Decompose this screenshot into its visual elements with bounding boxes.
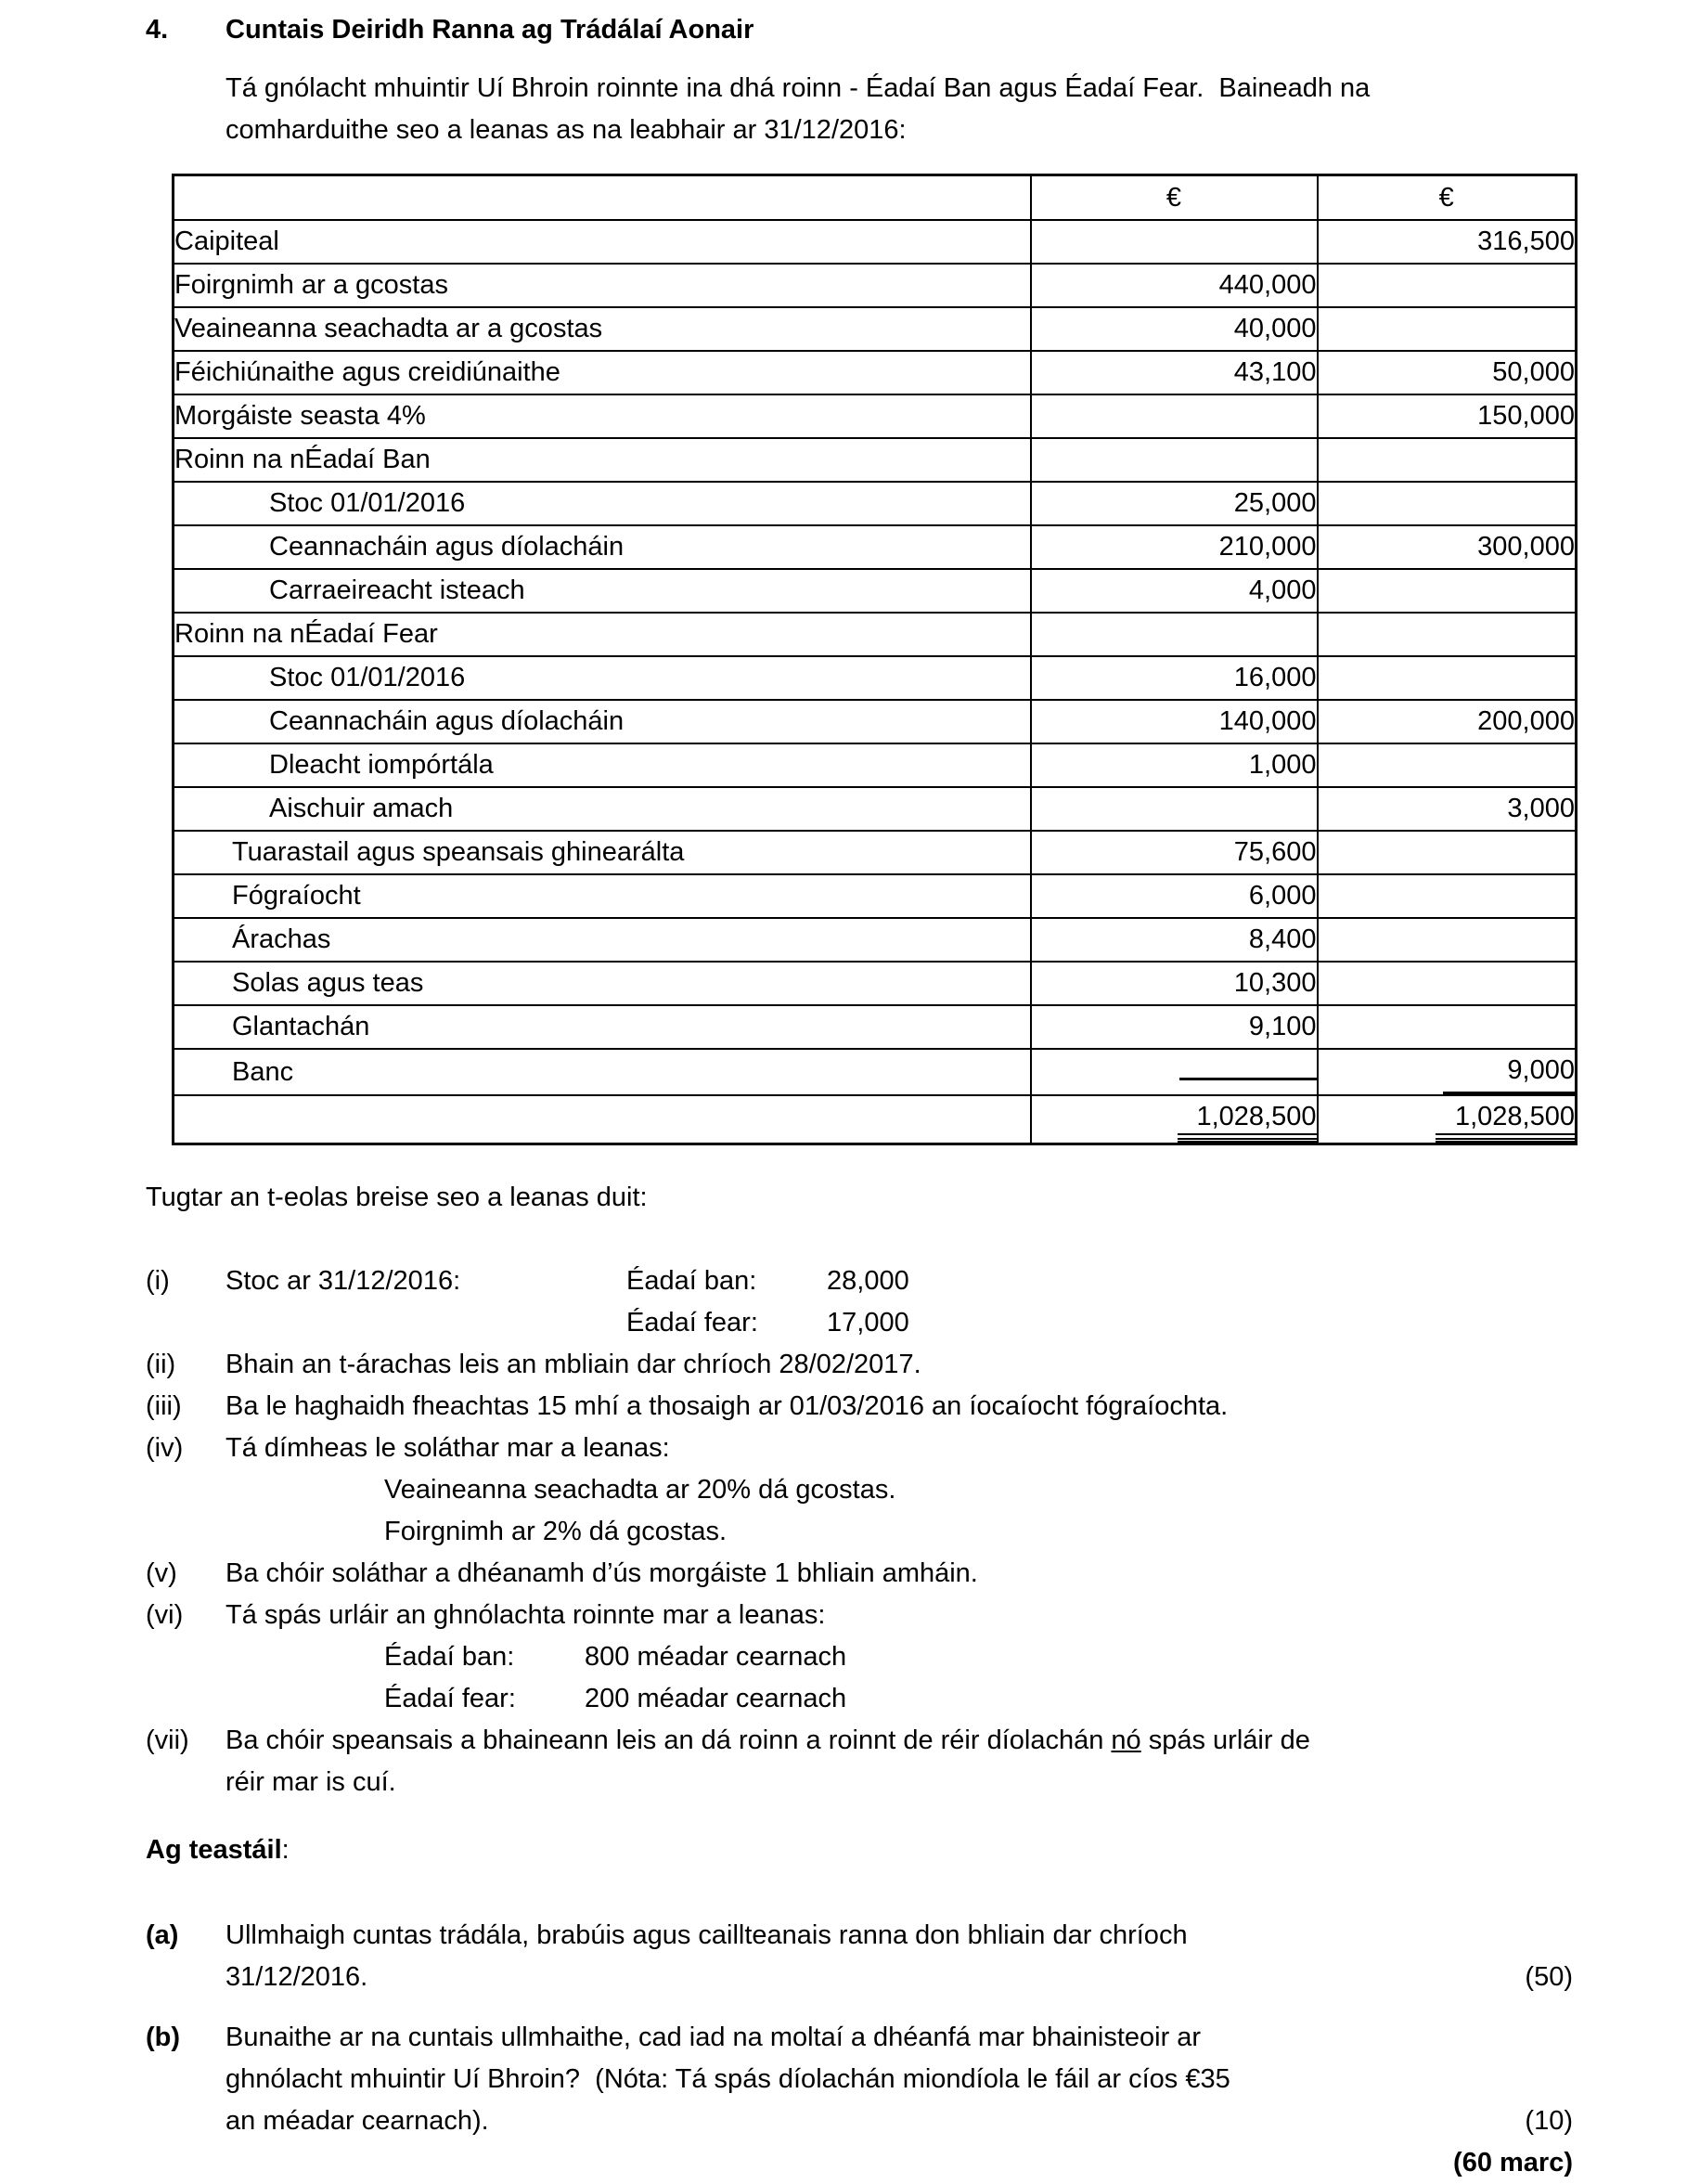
task-letter: (a) (146, 1920, 179, 1950)
row-label: Dleacht iompórtála (174, 743, 1031, 787)
question-heading (146, 9, 1573, 51)
task-text (225, 1915, 1367, 1998)
intro-line: Tá gnólacht mhuintir Uí Bhroin roinnte ina dhá roinn - Éadaí Ban agus Éadaí Fear. Baineadh na (225, 73, 1371, 103)
row-amount-cr (1318, 874, 1577, 918)
note-line (225, 1720, 1573, 1762)
table-row (174, 351, 1577, 394)
note-subline (384, 1678, 1573, 1720)
table-row (174, 394, 1577, 438)
row-label: Glantachán (174, 1005, 1031, 1049)
table-row (174, 307, 1577, 351)
note-number: (vii) (146, 1725, 189, 1755)
total-cr (1318, 1095, 1577, 1144)
note-number: (vi) (146, 1600, 184, 1630)
note-number: (i) (146, 1266, 170, 1296)
table-row-totals (174, 1095, 1577, 1144)
euro-column-header: € (1318, 175, 1577, 221)
row-amount-cr (1318, 1049, 1577, 1095)
note-text: spás urláir de (1140, 1725, 1310, 1755)
task-line: ghnólacht mhuintir Uí Bhroin? (Nóta: Tá spás díolachán miondíola le fáil ar cíos €35 (225, 2064, 1230, 2094)
note-line: réir mar is cuí. (225, 1767, 396, 1797)
row-amount-dr (1031, 613, 1318, 656)
note-item-vii (146, 1720, 1573, 1803)
marks-badge: (50) (1525, 1962, 1573, 1992)
row-amount-dr: 40,000 (1031, 307, 1318, 351)
note-text: Tá spás urláir an ghnólachta roinnte mar a leanas: (225, 1600, 826, 1630)
row-amount-dr: 43,100 (1031, 351, 1318, 394)
row-amount-cr (1318, 743, 1577, 787)
row-label: Banc (174, 1049, 1031, 1095)
row-label: Tuarastail agus speansais ghinearálta (174, 831, 1031, 874)
row-label: Árachas (174, 918, 1031, 962)
euro-column-header: € (1031, 175, 1318, 221)
row-amount-dr: 440,000 (1031, 264, 1318, 307)
row-amount-cr: 3,000 (1318, 787, 1577, 831)
requirements-colon: : (281, 1835, 290, 1865)
row-amount-dr: 9,100 (1031, 1005, 1318, 1049)
row-amount-dr: 4,000 (1031, 569, 1318, 613)
note-text: Tá dímheas le soláthar mar a leanas: (225, 1433, 670, 1463)
task-letter: (b) (146, 2022, 181, 2052)
sub-label: Éadaí fear: (626, 1308, 758, 1338)
row-amount-cr (1318, 656, 1577, 700)
row-amount-cr (1318, 962, 1577, 1005)
row-amount-dr (1031, 394, 1318, 438)
task-line: an méadar cearnach). (225, 2106, 489, 2136)
row-label: Stoc 01/01/2016 (174, 656, 1031, 700)
row-amount-cr: 50,000 (1318, 351, 1577, 394)
table-row-section (174, 438, 1577, 482)
row-amount-dr (1031, 438, 1318, 482)
row-amount-cr (1318, 569, 1577, 613)
double-rule: 1,028,500 (1178, 1101, 1317, 1143)
task-line: Bunaithe ar na cuntais ullmhaithe, cad iad na moltaí a dhéanfá mar bhainisteoir ar (225, 2022, 1202, 2052)
row-label: Solas agus teas (174, 962, 1031, 1005)
sub-value: 200 méadar cearnach (585, 1684, 847, 1713)
row-amount-dr: 1,000 (1031, 743, 1318, 787)
row-amount-dr: 6,000 (1031, 874, 1318, 918)
sub-label: Éadaí fear: (384, 1684, 516, 1713)
row-label: Ceannacháin agus díolacháin (174, 700, 1031, 743)
sub-value: 17,000 (827, 1308, 909, 1338)
row-amount-cr: 200,000 (1318, 700, 1577, 743)
row-amount-cr (1318, 264, 1577, 307)
table-row (174, 264, 1577, 307)
row-label: Caipiteal (174, 220, 1031, 264)
task-b (146, 2017, 1573, 2142)
row-amount-cr (1318, 1005, 1577, 1049)
underlined-amount: 9,000 (1443, 1050, 1575, 1094)
row-amount-dr: 75,600 (1031, 831, 1318, 874)
intro-line: comharduithe seo a leanas as na leabhair ar 31/12/2016: (225, 115, 907, 145)
note-body (225, 1428, 1573, 1553)
table-row (174, 220, 1577, 264)
note-item-vi (146, 1595, 1573, 1720)
table-row (174, 918, 1577, 962)
row-amount-cr (1318, 918, 1577, 962)
row-label: Roinn na nÉadaí Fear (174, 613, 1031, 656)
row-label: Ceannacháin agus díolacháin (174, 525, 1031, 569)
question-title: Cuntais Deiridh Ranna ag Trádálaí Aonair (225, 15, 754, 45)
task-line: Ullmhaigh cuntas trádála, brabúis agus caillteanais ranna don bhliain dar chríoch (225, 1920, 1188, 1950)
note-item-iv (146, 1428, 1573, 1553)
sub-value: 28,000 (827, 1266, 909, 1296)
task-line: 31/12/2016. (225, 1962, 368, 1992)
task-text (225, 2017, 1367, 2142)
row-amount-dr (1031, 220, 1318, 264)
row-amount-cr: 300,000 (1318, 525, 1577, 569)
row-label: Carraeireacht isteach (174, 569, 1031, 613)
blank-subtotal-rule (1179, 1068, 1317, 1080)
row-amount-dr: 140,000 (1031, 700, 1318, 743)
table-row-section (174, 613, 1577, 656)
row-label (174, 1095, 1031, 1144)
table-row (174, 525, 1577, 569)
note-subline: Veaineanna seachadta ar 20% dá gcostas. (384, 1475, 896, 1505)
row-amount-cr (1318, 307, 1577, 351)
exam-page (0, 9, 1687, 2178)
sub-label: Éadaí ban: (626, 1266, 757, 1296)
note-number: (v) (146, 1558, 177, 1588)
row-amount-cr (1318, 482, 1577, 525)
note-item-ii (146, 1344, 1573, 1386)
note-body (225, 1260, 1573, 1344)
row-amount-cr: 150,000 (1318, 394, 1577, 438)
table-row (174, 874, 1577, 918)
row-label: Foirgnimh ar a gcostas (174, 264, 1031, 307)
note-item-v (146, 1553, 1573, 1595)
row-label: Veaineanna seachadta ar a gcostas (174, 307, 1031, 351)
row-amount-dr (1031, 787, 1318, 831)
row-label: Féichiúnaithe agus creidiúnaithe (174, 351, 1031, 394)
row-amount-dr: 210,000 (1031, 525, 1318, 569)
table-row (174, 962, 1577, 1005)
row-amount-cr: 316,500 (1318, 220, 1577, 264)
task-a (146, 1915, 1573, 1998)
row-label: Roinn na nÉadaí Ban (174, 438, 1031, 482)
note-text: Bhain an t-árachas leis an mbliain dar chríoch 28/02/2017. (225, 1350, 921, 1379)
note-text: Stoc ar 31/12/2016: (225, 1266, 461, 1296)
note-text: Ba chóir soláthar a dhéanamh d’ús morgáiste 1 bhliain amháin. (225, 1558, 978, 1588)
note-number: (ii) (146, 1350, 176, 1379)
note-subline: Foirgnimh ar 2% dá gcostas. (384, 1517, 728, 1546)
row-label: Stoc 01/01/2016 (174, 482, 1031, 525)
table-row (174, 700, 1577, 743)
header-empty-cell (174, 175, 1031, 221)
row-amount-cr (1318, 613, 1577, 656)
question-number: 4. (146, 15, 169, 45)
note-line (225, 1302, 1573, 1344)
row-amount-dr: 8,400 (1031, 918, 1318, 962)
requirements-label: Ag teastáil (146, 1835, 282, 1865)
note-item-i (146, 1260, 1573, 1344)
table-row (174, 831, 1577, 874)
intro-paragraph (225, 68, 1573, 151)
requirements-heading (146, 1829, 1573, 1871)
row-amount-dr: 16,000 (1031, 656, 1318, 700)
row-amount-cr (1318, 438, 1577, 482)
note-number: (iv) (146, 1433, 184, 1463)
table-row (174, 482, 1577, 525)
sub-label: Éadaí ban: (384, 1642, 515, 1672)
row-label: Morgáiste seasta 4% (174, 394, 1031, 438)
table-row (174, 787, 1577, 831)
table-header-row (174, 175, 1577, 221)
note-line (225, 1260, 1573, 1302)
row-amount-cr (1318, 831, 1577, 874)
spacer (225, 1302, 626, 1344)
marks-badge: (10) (1525, 2106, 1573, 2136)
additional-info-intro: Tugtar an t-eolas breise seo a leanas duit: (146, 1182, 648, 1212)
total-marks: (60 marc) (1453, 2148, 1573, 2178)
note-item-iii (146, 1386, 1573, 1428)
note-number: (iii) (146, 1391, 182, 1421)
row-amount-dr (1031, 1049, 1318, 1095)
note-body (225, 1720, 1573, 1803)
table-row (174, 743, 1577, 787)
double-rule: 1,028,500 (1436, 1101, 1575, 1143)
row-amount-dr: 25,000 (1031, 482, 1318, 525)
trial-balance-table (172, 174, 1578, 1145)
table-row (174, 569, 1577, 613)
row-amount-dr: 10,300 (1031, 962, 1318, 1005)
table-row-banc (174, 1049, 1577, 1095)
note-body (225, 1595, 1573, 1720)
total-dr (1031, 1095, 1318, 1144)
underlined-word: nó (1111, 1725, 1141, 1755)
table-row (174, 1005, 1577, 1049)
note-text: Ba chóir speansais a bhaineann leis an dá roinn a roinnt de réir díolachán (225, 1725, 1112, 1755)
note-subline (384, 1636, 1573, 1678)
row-label: Aischuir amach (174, 787, 1031, 831)
table-row (174, 656, 1577, 700)
row-label: Fógraíocht (174, 874, 1031, 918)
sub-value: 800 méadar cearnach (585, 1642, 847, 1672)
note-text: Ba le haghaidh fheachtas 15 mhí a thosaigh ar 01/03/2016 an íocaíocht fógraíochta. (225, 1391, 1229, 1421)
notes-list (0, 1260, 1687, 1803)
